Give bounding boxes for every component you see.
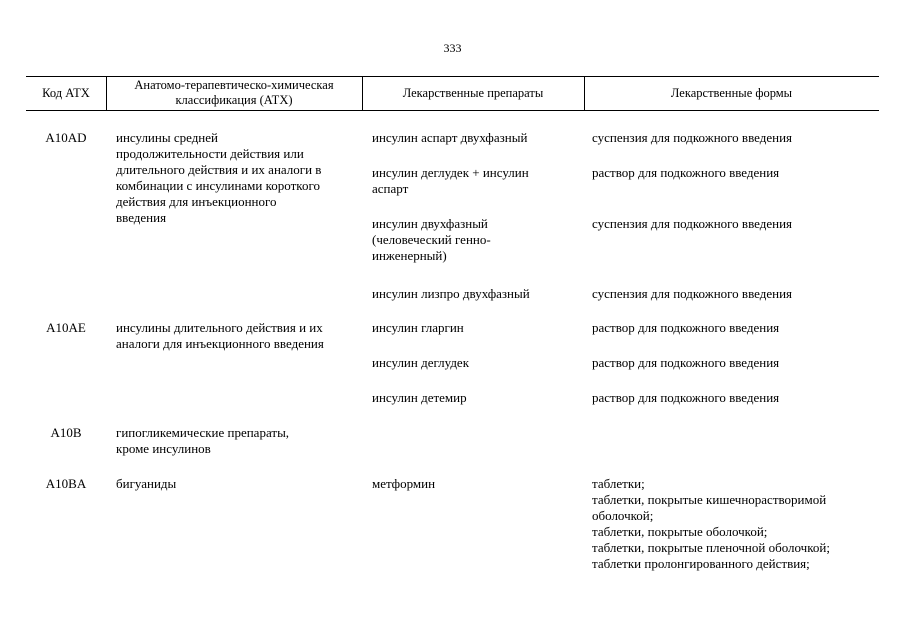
dosage-form: раствор для подкожного введения [592, 355, 780, 370]
drug-name: метформин [372, 476, 436, 491]
dosage-form: раствор для подкожного введения [592, 165, 780, 180]
atc-code: A10B [50, 425, 82, 440]
dosage-form: суспензия для подкожного введения [592, 130, 793, 145]
drug-name: инсулин лизпро двухфазный [372, 286, 530, 301]
header-code: Код АТХ [42, 85, 90, 100]
drug-name: инсулин деглудек [372, 355, 470, 370]
header-forms: Лекарственные формы [670, 85, 793, 100]
atc-code: A10AD [45, 130, 87, 145]
atc-code: A10BA [45, 476, 87, 491]
drug-name: инсулин гларгин [372, 320, 464, 335]
drug-name: инсулин деглудек + инсулин аспарт [372, 165, 529, 196]
atc-code: A10AE [46, 320, 86, 335]
header-classification: Анатомо-терапевтическо-химическая классификация (АТХ) [134, 78, 334, 107]
table-header-bottom-rule [26, 110, 879, 111]
dosage-form: раствор для подкожного введения [592, 390, 780, 405]
drug-name: инсулин аспарт двухфазный [372, 130, 528, 145]
drug-name: инсулин детемир [372, 390, 467, 405]
header-drugs: Лекарственные препараты [402, 85, 544, 100]
dosage-form: раствор для подкожного введения [592, 320, 780, 335]
atc-classification: гипогликемические препараты, кроме инсулинов [116, 425, 290, 456]
atc-classification: инсулины средней продолжительности действия или длительного действия и их аналоги в комбинации с инсулинами короткого действия для инъекционного введения [116, 130, 322, 225]
dosage-form: таблетки; таблетки, покрытые кишечнорастворимой оболочкой; таблетки, покрытые оболочкой; таблетки, покрытые пленочной оболочкой; таблетки пролонгированного действия; [592, 476, 830, 571]
atc-classification: инсулины длительного действия и их аналоги для инъекционного введения [116, 320, 324, 351]
atc-classification: бигуаниды [116, 476, 177, 491]
dosage-form: суспензия для подкожного введения [592, 216, 793, 231]
drug-name: инсулин двухфазный (человеческий генно- инженерный) [372, 216, 491, 263]
page-number: 333 [443, 41, 462, 55]
dosage-form: суспензия для подкожного введения [592, 286, 793, 301]
